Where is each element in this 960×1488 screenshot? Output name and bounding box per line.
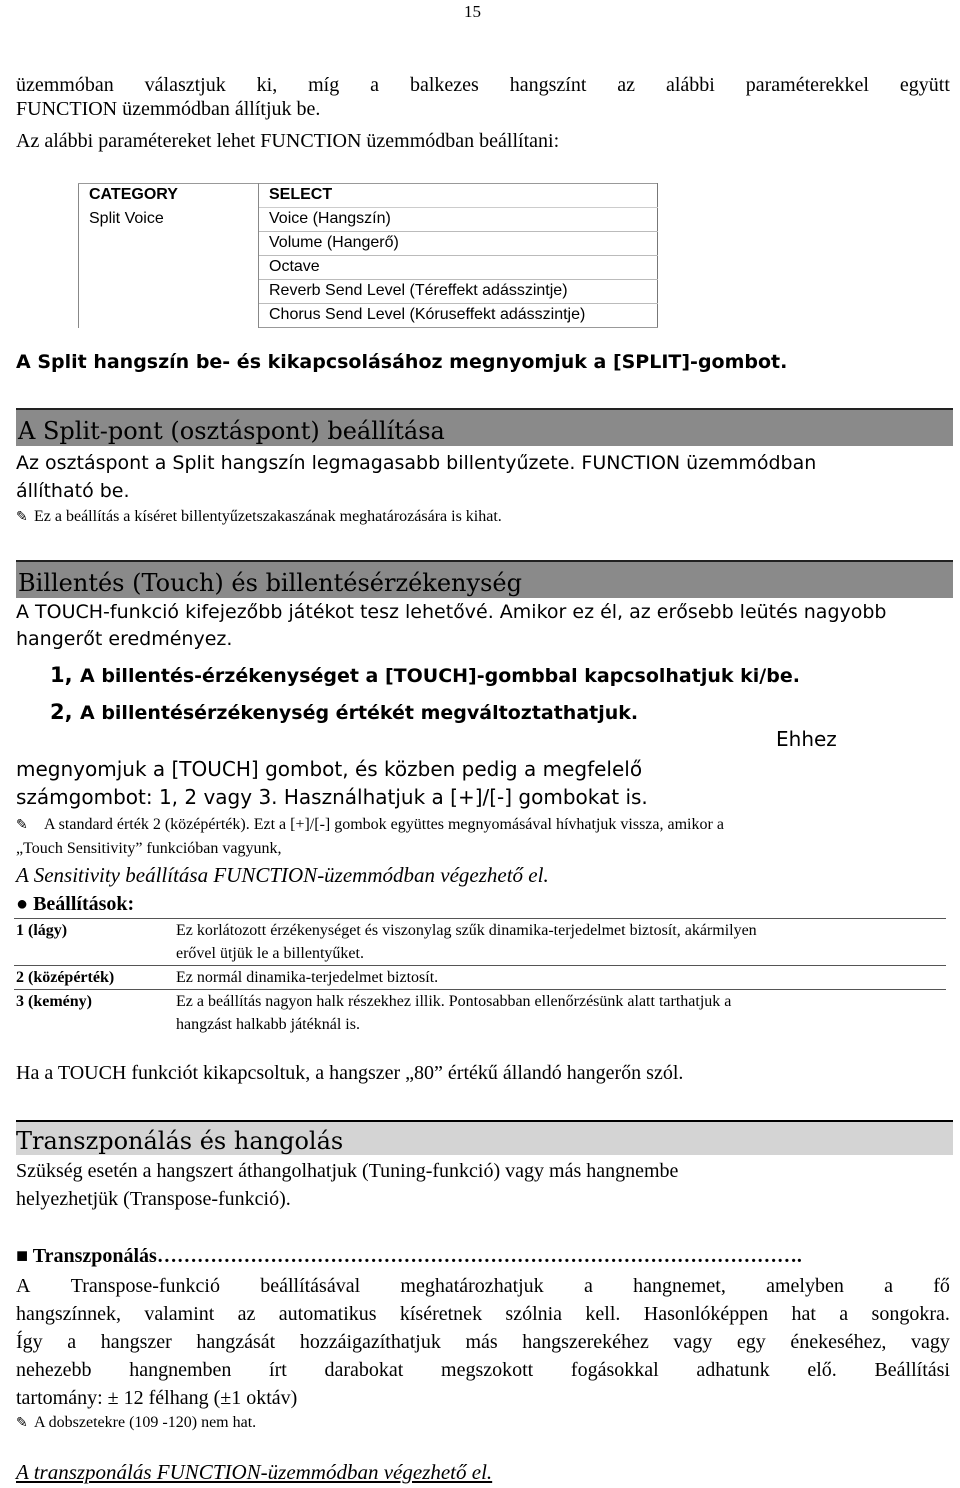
- word: hangszínnek,: [16, 1303, 121, 1325]
- word: míg: [308, 74, 340, 96]
- touch-banner: [16, 560, 953, 598]
- word: Hasonlóképpen: [643, 1303, 769, 1325]
- step-number: 1,: [50, 663, 73, 687]
- pencil-icon: ✎: [16, 818, 28, 833]
- setting-key: 2 (középérték): [14, 966, 172, 990]
- category-empty-cell: [79, 280, 259, 304]
- select-item: Reverb Send Level (Téreffekt adásszintje): [259, 280, 658, 304]
- category-value: Split Voice: [79, 208, 259, 232]
- touch-note: [16, 816, 724, 834]
- word: hangszínt: [509, 74, 587, 96]
- word: Beállítási: [874, 1359, 950, 1381]
- word: szólnia: [505, 1303, 563, 1325]
- word: kell.: [585, 1303, 621, 1325]
- intro-line-2: FUNCTION üzemmódban állítjuk be.: [16, 98, 321, 120]
- word: nehezebb: [16, 1359, 92, 1381]
- split-point-note: [16, 508, 502, 526]
- word: automatikus: [278, 1303, 377, 1325]
- ehhez: Ehhez: [776, 727, 837, 751]
- bullet-icon: ●: [16, 893, 29, 915]
- word: írt: [269, 1359, 287, 1381]
- word: Így: [16, 1331, 43, 1353]
- word: adhatunk: [696, 1359, 770, 1381]
- word: fogásokkal: [570, 1359, 659, 1381]
- category-empty-cell: [79, 232, 259, 256]
- word: hozzáigazíthatjuk: [299, 1331, 441, 1353]
- square-bullet-icon: ■: [16, 1245, 29, 1267]
- split-point-banner: [16, 408, 953, 446]
- word: a: [583, 1275, 593, 1297]
- intro-line-1: [16, 73, 950, 97]
- word: hangnemet,: [633, 1275, 726, 1297]
- transpose-p-line-4: [16, 1358, 950, 1382]
- transpose-p-line-5: tartomány: ± 12 félhang (±1 oktáv): [16, 1387, 298, 1409]
- category-empty-cell: [79, 256, 259, 280]
- split-point-line-2: állítható be.: [16, 480, 130, 502]
- pencil-icon: ✎: [16, 1416, 28, 1431]
- split-point-note-text: Ez a beállítás a kíséret billentyűzetszakaszának meghatározására is kihat.: [34, 508, 502, 525]
- word: hangszerekéhez: [522, 1331, 649, 1353]
- step-text: A billentés-érzékenységet a [TOUCH]-gombbal kapcsolhatjuk ki/be.: [80, 665, 800, 687]
- setting-value: [172, 990, 946, 1037]
- setting-key: 1 (lágy): [14, 919, 172, 966]
- transpose-title: Transzponálás és hangolás: [16, 1127, 344, 1155]
- category-empty-cell: [79, 304, 259, 328]
- settings-title: Beállítások:: [33, 893, 135, 915]
- word: hangnemben: [129, 1359, 232, 1381]
- transpose-p-line-2: [16, 1302, 950, 1326]
- transpose-line-2: helyezhetjük (Transpose-funkció).: [16, 1188, 291, 1210]
- word: a: [884, 1275, 893, 1297]
- word: paraméterekkel: [745, 74, 869, 96]
- touch-line-2: hangerőt eredményez.: [16, 628, 233, 650]
- word: hangzását: [196, 1331, 276, 1353]
- sensitivity-function-note: A Sensitivity beállítása FUNCTION-üzemmódban végezhető el.: [16, 863, 549, 887]
- category-header: CATEGORY: [79, 184, 259, 208]
- setting-line: Ez a beállítás nagyon halk részekhez illik. Pontosabban ellenőrzésünk alatt tarthatjuk a: [176, 993, 732, 1010]
- touch-line-4: számgombot: 1, 2 vagy 3. Használhatjuk a [+]/[-] gombokat is.: [16, 785, 648, 809]
- setting-line: Ez korlátozott érzékenységet és viszonylag szűk dinamika-terjedelmet biztosít, akármilyen: [176, 922, 757, 939]
- touch-line-3: megnyomjuk a [TOUCH] gombot, és közben pedig a megfelelő: [16, 757, 643, 781]
- touch-step-1: [50, 663, 800, 687]
- word: hat: [791, 1303, 816, 1325]
- setting-key: 3 (kemény): [14, 990, 172, 1037]
- transpose-line-1: Szükség esetén a hangszert áthangolhatjuk (Tuning-funkció) vagy más hangnembe: [16, 1160, 679, 1182]
- word: balkezes: [409, 74, 479, 96]
- word: A: [16, 1275, 31, 1297]
- word: elő.: [807, 1359, 837, 1381]
- split-point-line-1: Az osztáspont a Split hangszín legmagasabb billentyűzete. FUNCTION üzemmódban: [16, 452, 817, 474]
- transpose-subheading: [16, 1245, 802, 1268]
- select-item: Chorus Send Level (Kóruseffekt adásszintje): [259, 304, 658, 328]
- word: songokra.: [871, 1303, 950, 1325]
- transpose-subtitle: Transzponálás: [32, 1245, 157, 1267]
- touch-line-1: A TOUCH-funkció kifejezőbb játékot tesz lehetővé. Amikor ez él, az erősebb leütés nagyobb: [16, 601, 887, 623]
- word: a: [370, 74, 380, 96]
- word: az: [237, 1303, 256, 1325]
- page-number: 15: [464, 2, 481, 21]
- split-instruction: A Split hangszín be- és kikapcsolásához megnyomjuk a [SPLIT]-gombot.: [16, 351, 788, 373]
- word: a: [67, 1331, 77, 1353]
- word: darabokat: [324, 1359, 404, 1381]
- word: fő: [933, 1275, 950, 1297]
- setting-line: erővel ütjük le a billentyűket.: [176, 945, 364, 962]
- transpose-p-line-1: [16, 1274, 950, 1298]
- step-number: 2,: [50, 700, 73, 724]
- intro-line-3: Az alábbi paramétereket lehet FUNCTION üzemmódban beállítani:: [16, 130, 560, 152]
- word: meghatározhatjuk: [400, 1275, 544, 1297]
- transpose-p-line-3: [16, 1330, 950, 1354]
- word: valamint: [144, 1303, 215, 1325]
- word: választjuk: [144, 74, 226, 96]
- pencil-icon: ✎: [16, 510, 28, 525]
- word: egy: [736, 1331, 766, 1353]
- word: megszokott: [441, 1359, 534, 1381]
- word: vagy: [673, 1331, 713, 1353]
- touch-note-2: „Touch Sensitivity” funkcióban vagyunk,: [16, 840, 282, 857]
- word: más: [465, 1331, 498, 1353]
- transpose-function-note: A transzponálás FUNCTION-üzemmódban végezhető el.: [16, 1460, 493, 1484]
- category-select-table: [78, 183, 658, 328]
- step-text: A billentésérzékenység értékét megváltoztathatjuk.: [80, 702, 639, 724]
- word: vagy: [910, 1331, 950, 1353]
- transpose-banner: [16, 1120, 953, 1155]
- word: kíséretnek: [399, 1303, 483, 1325]
- word: a: [839, 1303, 849, 1325]
- word: ki,: [256, 74, 278, 96]
- word: üzemmóban: [16, 74, 114, 96]
- touch-off-note: Ha a TOUCH funkciót kikapcsoltuk, a hangszer „80” értékű állandó hangerőn szól.: [16, 1062, 684, 1084]
- setting-value: [172, 919, 946, 966]
- word: együtt: [899, 74, 950, 96]
- word: alábbi: [665, 74, 715, 96]
- setting-value: [172, 966, 946, 990]
- setting-line: Ez normál dinamika-terjedelmet biztosít.: [176, 969, 439, 986]
- word: hangszer: [100, 1331, 172, 1353]
- select-item: Voice (Hangszín): [259, 208, 658, 232]
- settings-heading: [16, 893, 134, 916]
- word: az: [617, 74, 636, 96]
- split-point-title: A Split-pont (osztáspont) beállítása: [18, 417, 445, 445]
- select-item: Octave: [259, 256, 658, 280]
- select-header: SELECT: [259, 184, 658, 208]
- dot-leader: …………………………………………………………………………………….: [156, 1245, 802, 1267]
- touch-note-text: A standard érték 2 (középérték). Ezt a [+]/[-] gombok együttes megnyomásával hívhatjuk vissza, amikor a: [44, 816, 724, 833]
- word: Transpose-funkció: [70, 1275, 220, 1297]
- setting-line: hangzást halkabb játéknál is.: [176, 1016, 360, 1033]
- touch-title: Billentés (Touch) és billentésérzékenység: [18, 569, 522, 597]
- word: amelyben: [766, 1275, 844, 1297]
- transpose-note-text: A dobszetekre (109 -120) nem hat.: [34, 1414, 257, 1431]
- transpose-note: [16, 1414, 256, 1432]
- word: beállításával: [260, 1275, 361, 1297]
- touch-step-2: [50, 700, 638, 724]
- settings-table: [14, 918, 946, 1036]
- select-item: Volume (Hangerő): [259, 232, 658, 256]
- word: énekeséhez,: [790, 1331, 887, 1353]
